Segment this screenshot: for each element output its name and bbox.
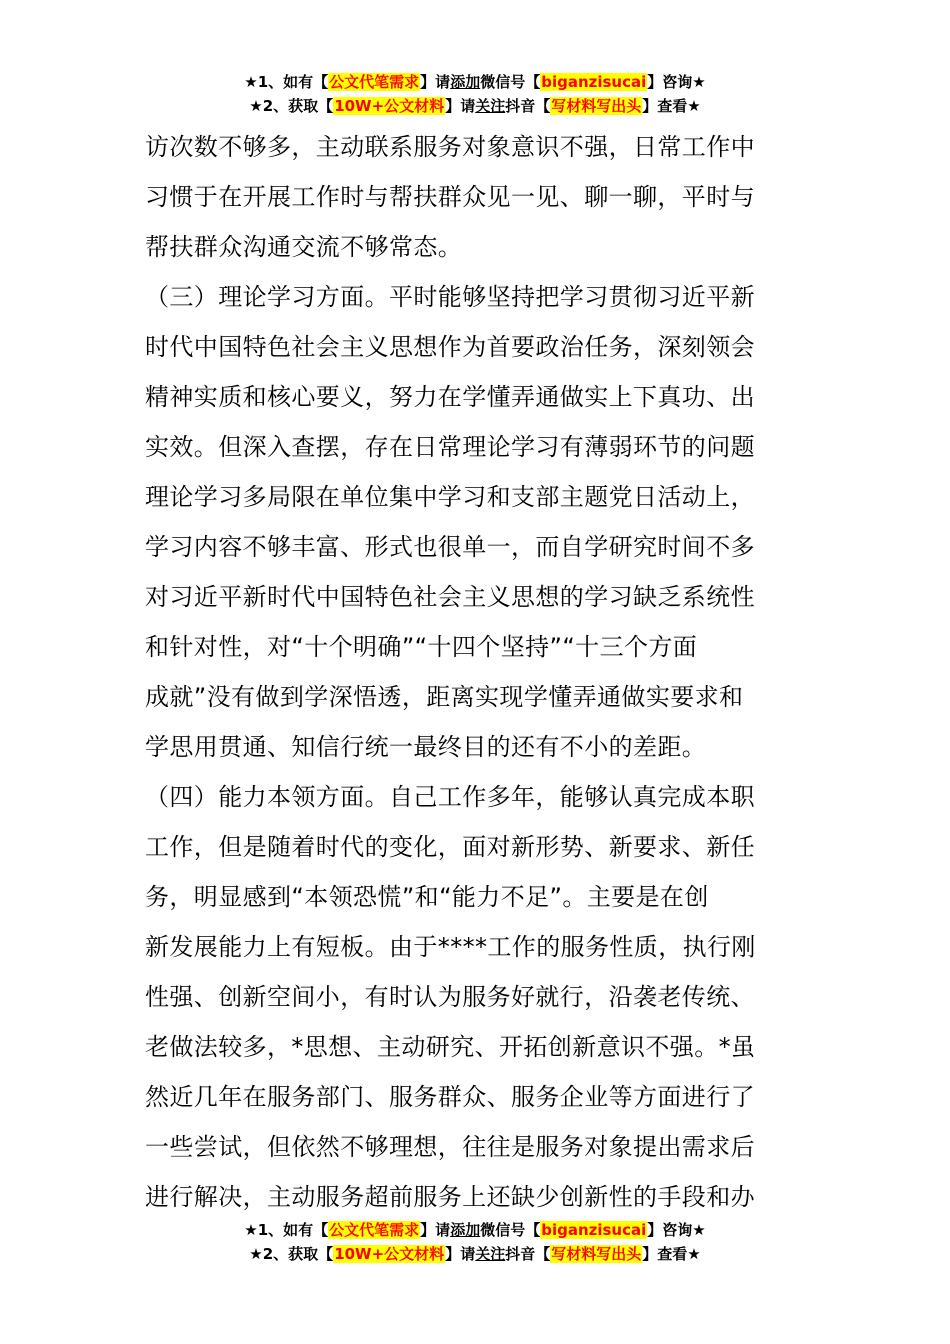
text-line: 时代中国特色社会主义思想作为首要政治任务，深刻领会 [145, 333, 755, 361]
text-line: 帮扶群众沟通交流不够常态。 [145, 233, 463, 261]
text-line: 老做法较多，*思想、主动研究、开拓创新意识不强。*虽 [145, 1033, 756, 1061]
highlight-douyin: 写材料写出头 [551, 1245, 642, 1263]
text-line: 理论学习多局限在单位集中学习和支部主题党日活动上， [145, 483, 755, 511]
text-line: 成就”没有做到学深悟透，距离实现学懂弄通做实要求和 [145, 683, 744, 711]
header-banner-line-2: ★2、获取【10W+公文材料】请关注抖音【写材料写出头】查看★ [249, 97, 701, 115]
document-body [145, 122, 810, 1222]
text-line: 对习近平新时代中国特色社会主义思想的学习缺乏系统性 [145, 583, 755, 611]
text-line: 新发展能力上有短板。由于****工作的服务性质，执行刚 [145, 933, 756, 961]
text-line: 和针对性，对“十个明确”“十四个坚持”“十三个方面 [145, 633, 698, 661]
text-line: 访次数不够多，主动联系服务对象意识不强，日常工作中 [145, 133, 755, 161]
text-line: 进行解决，主动服务超前服务上还缺少创新性的手段和办 [145, 1183, 755, 1211]
footer-banner-line-2: ★2、获取【10W+公文材料】请关注抖音【写材料写出头】查看★ [249, 1245, 701, 1263]
text-line: 实效。但深入查摆，存在日常理论学习有薄弱环节的问题 [145, 433, 755, 461]
header-banner-line-1: ★1、如有【公文代笔需求】请添加微信号【biganzisucai】咨询★ [244, 73, 706, 91]
footer-banner [0, 1218, 950, 1266]
text-line: 然近几年在服务部门、服务群众、服务企业等方面进行了 [145, 1083, 755, 1111]
highlight-wechat-id: biganzisucai [541, 73, 647, 91]
text-line: 习惯于在开展工作时与帮扶群众见一见、聊一聊，平时与 [145, 183, 755, 211]
highlight-materials: 10W+公文材料 [334, 1245, 445, 1263]
highlight-service: 公文代笔需求 [329, 73, 420, 91]
text-line: 精神实质和核心要义，努力在学懂弄通做实上下真功、出 [145, 383, 755, 411]
highlight-service: 公文代笔需求 [329, 1221, 420, 1239]
text-line: 学习内容不够丰富、形式也很单一，而自学研究时间不多 [145, 533, 755, 561]
highlight-douyin: 写材料写出头 [551, 97, 642, 115]
text-line: 一些尝试，但依然不够理想，往往是服务对象提出需求后 [145, 1133, 755, 1161]
section-three-heading-line: （三）理论学习方面。平时能够坚持把学习贯彻习近平新 [145, 283, 755, 311]
text-line: 务，明显感到“本领恐慌”和“能力不足”。主要是在创 [145, 883, 709, 911]
section-four-heading-line: （四）能力本领方面。自己工作多年，能够认真完成本职 [145, 783, 755, 811]
text-line: 学思用贯通、知信行统一最终目的还有不小的差距。 [145, 733, 707, 761]
text-line: 性强、创新空间小，有时认为服务好就行，沿袭老传统、 [145, 983, 755, 1011]
footer-banner-line-1: ★1、如有【公文代笔需求】请添加微信号【biganzisucai】咨询★ [244, 1221, 706, 1239]
text-line: 工作，但是随着时代的变化，面对新形势、新要求、新任 [145, 833, 755, 861]
highlight-materials: 10W+公文材料 [334, 97, 445, 115]
header-banner [0, 70, 950, 118]
highlight-wechat-id: biganzisucai [541, 1221, 647, 1239]
